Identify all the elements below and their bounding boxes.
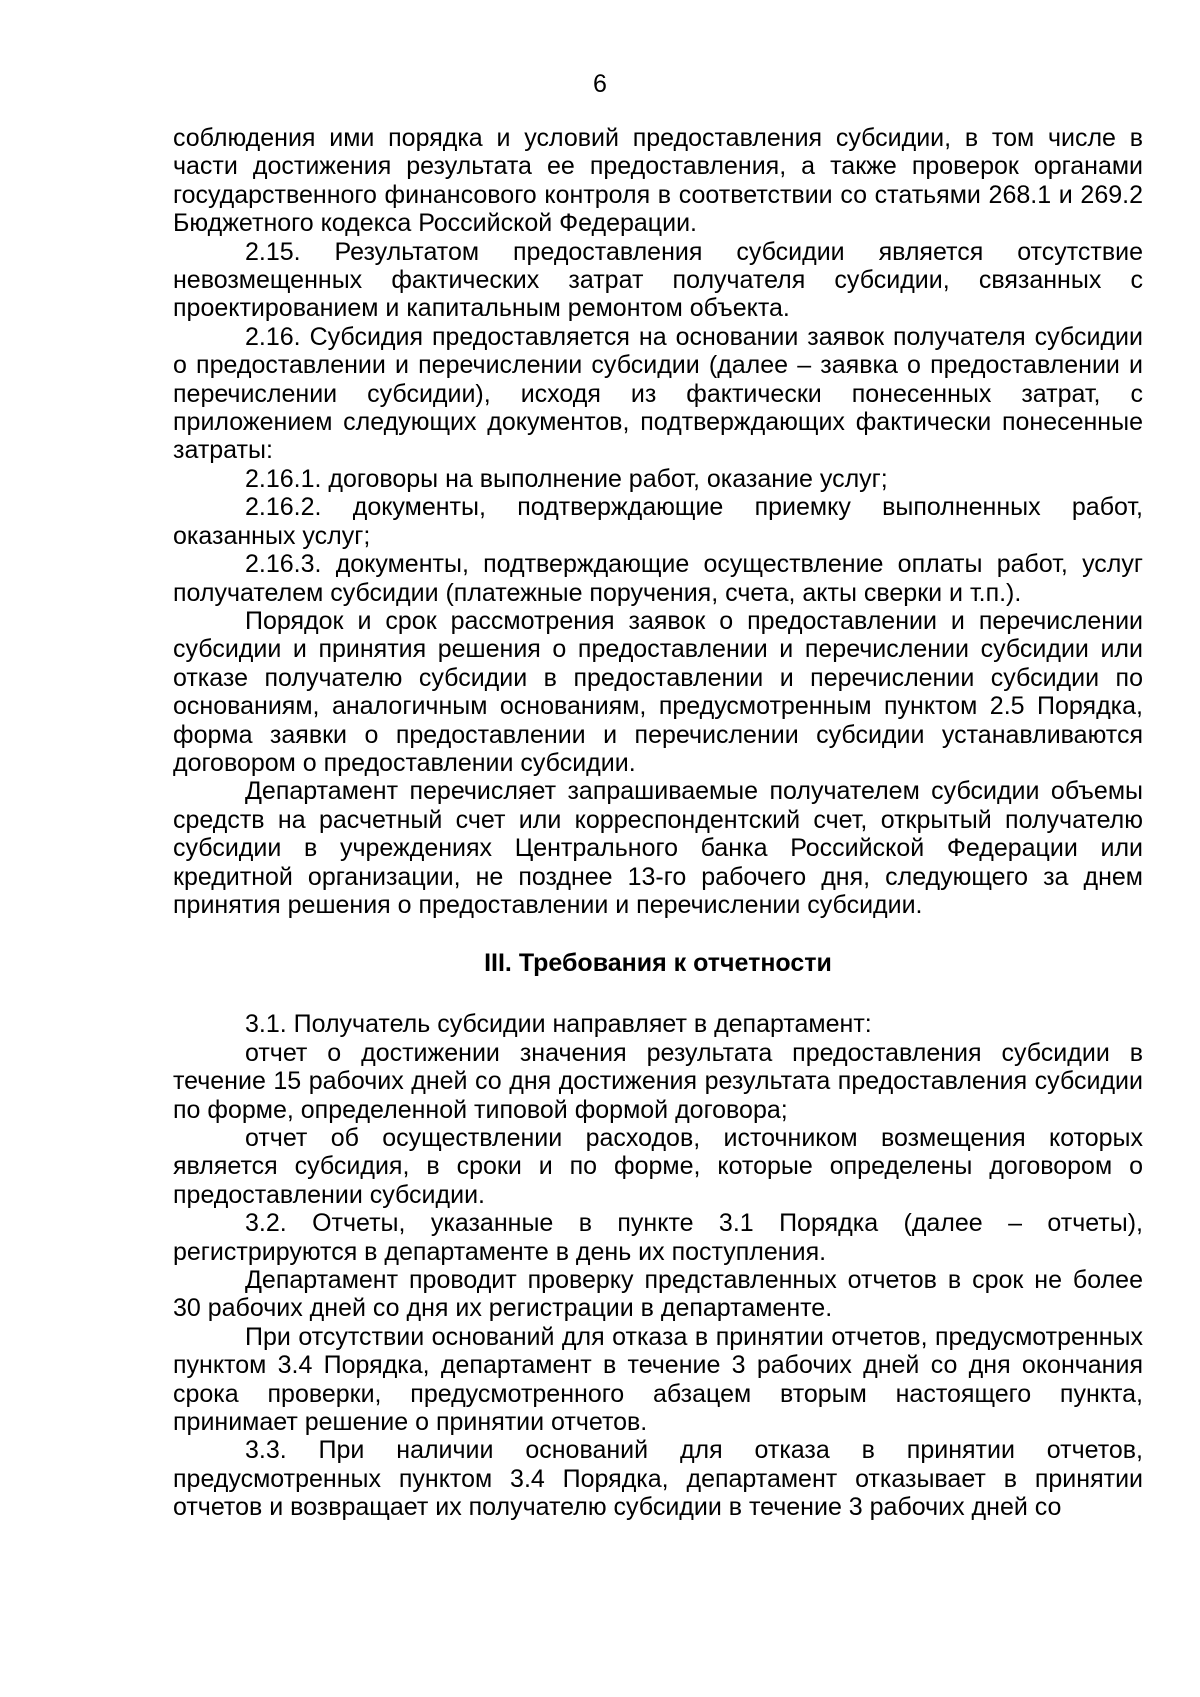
paragraph-transfer-funds: Департамент перечисляет запрашиваемые получателем субсидии объемы средств на расчетный счет или корреспондентский счет, открытый получателю субсидии в учреждениях Центрального банка Российской Федерации или кредитной организации, не позднее 13-го рабочего дня, следующего за днем принятия решения о предоставлении и перечислении субсидии. bbox=[173, 777, 1143, 919]
section-heading-reporting: III. Требования к отчетности bbox=[484, 949, 832, 978]
paragraph-2-15: 2.15. Результатом предоставления субсидии является отсутствие невозмещенных фактических затрат получателя субсидии, связанных с проектированием и капитальным ремонтом объекта. bbox=[173, 237, 1143, 323]
paragraph-2-16-3: 2.16.3. документы, подтверждающие осуществление оплаты работ, услуг получателем субсидии (платежные поручения, счета, акты сверки и т.п.). bbox=[173, 550, 1143, 607]
paragraph-2-16-2: 2.16.2. документы, подтверждающие приемку выполненных работ, оказанных услуг; bbox=[173, 493, 1143, 550]
paragraph-result-report: отчет о достижении значения результата предоставления субсидии в течение 15 рабочих дней со дня достижения результата предоставления субсидии по форме, определенной типовой формой договора; bbox=[173, 1038, 1143, 1124]
paragraph-2-16-1: 2.16.1. договоры на выполнение работ, оказание услуг; bbox=[245, 464, 888, 493]
paragraph-expense-report: отчет об осуществлении расходов, источником возмещения которых является субсидия, в сроки и по форме, которые определены договором о предоставлении субсидии. bbox=[173, 1124, 1143, 1209]
page-number: 6 bbox=[593, 70, 607, 98]
paragraph-2-16: 2.16. Субсидия предоставляется на основании заявок получателя субсидии о предоставлении и перечислении субсидии (далее – заявка о предоставлении и перечислении субсидии), исходя из фактически понесенных затрат, с приложением следующих документов, подтверждающих фактически понесенные затраты: bbox=[173, 322, 1143, 465]
document-body bbox=[173, 124, 1143, 1522]
paragraph-review-procedure: Порядок и срок рассмотрения заявок о предоставлении и перечислении субсидии и принятия решения о предоставлении и перечислении субсидии или отказе получателю субсидии в предоставлении и перечислении субсидии по основаниям, аналогичным основаниям, предусмотренным пунктом 2.5 Порядка, форма заявки о предоставлении и перечислении субсидии устанавливаются договором о предоставлении субсидии. bbox=[173, 606, 1143, 777]
paragraph-acceptance: При отсутствии оснований для отказа в принятии отчетов, предусмотренных пунктом 3.4 Порядка, департамент в течение 3 рабочих дней со дня окончания срока проверки, предусмотренного абзацем вторым настоящего пункта, принимает решение о принятии отчетов. bbox=[173, 1322, 1143, 1437]
paragraph-review-term: Департамент проводит проверку представленных отчетов в срок не более 30 рабочих дней со дня их регистрации в департаменте. bbox=[173, 1266, 1143, 1323]
paragraph-3-3: 3.3. При наличии оснований для отказа в принятии отчетов, предусмотренных пунктом 3.4 Порядка, департамент отказывает в принятии отчетов и возвращает их получателю субсидии в течение 3 рабочих дней со bbox=[173, 1436, 1143, 1522]
paragraph-3-2: 3.2. Отчеты, указанные в пункте 3.1 Порядка (далее – отчеты), регистрируются в департаменте в день их поступления. bbox=[173, 1209, 1143, 1266]
paragraph-3-1: 3.1. Получатель субсидии направляет в департамент: bbox=[245, 1010, 872, 1039]
paragraph-continuation: соблюдения ими порядка и условий предоставления субсидии, в том числе в части достижения результата ее предоставления, а также проверок органами государственного финансового контроля в соответствии со статьями 268.1 и 269.2 Бюджетного кодекса Российской Федерации. bbox=[173, 124, 1143, 238]
